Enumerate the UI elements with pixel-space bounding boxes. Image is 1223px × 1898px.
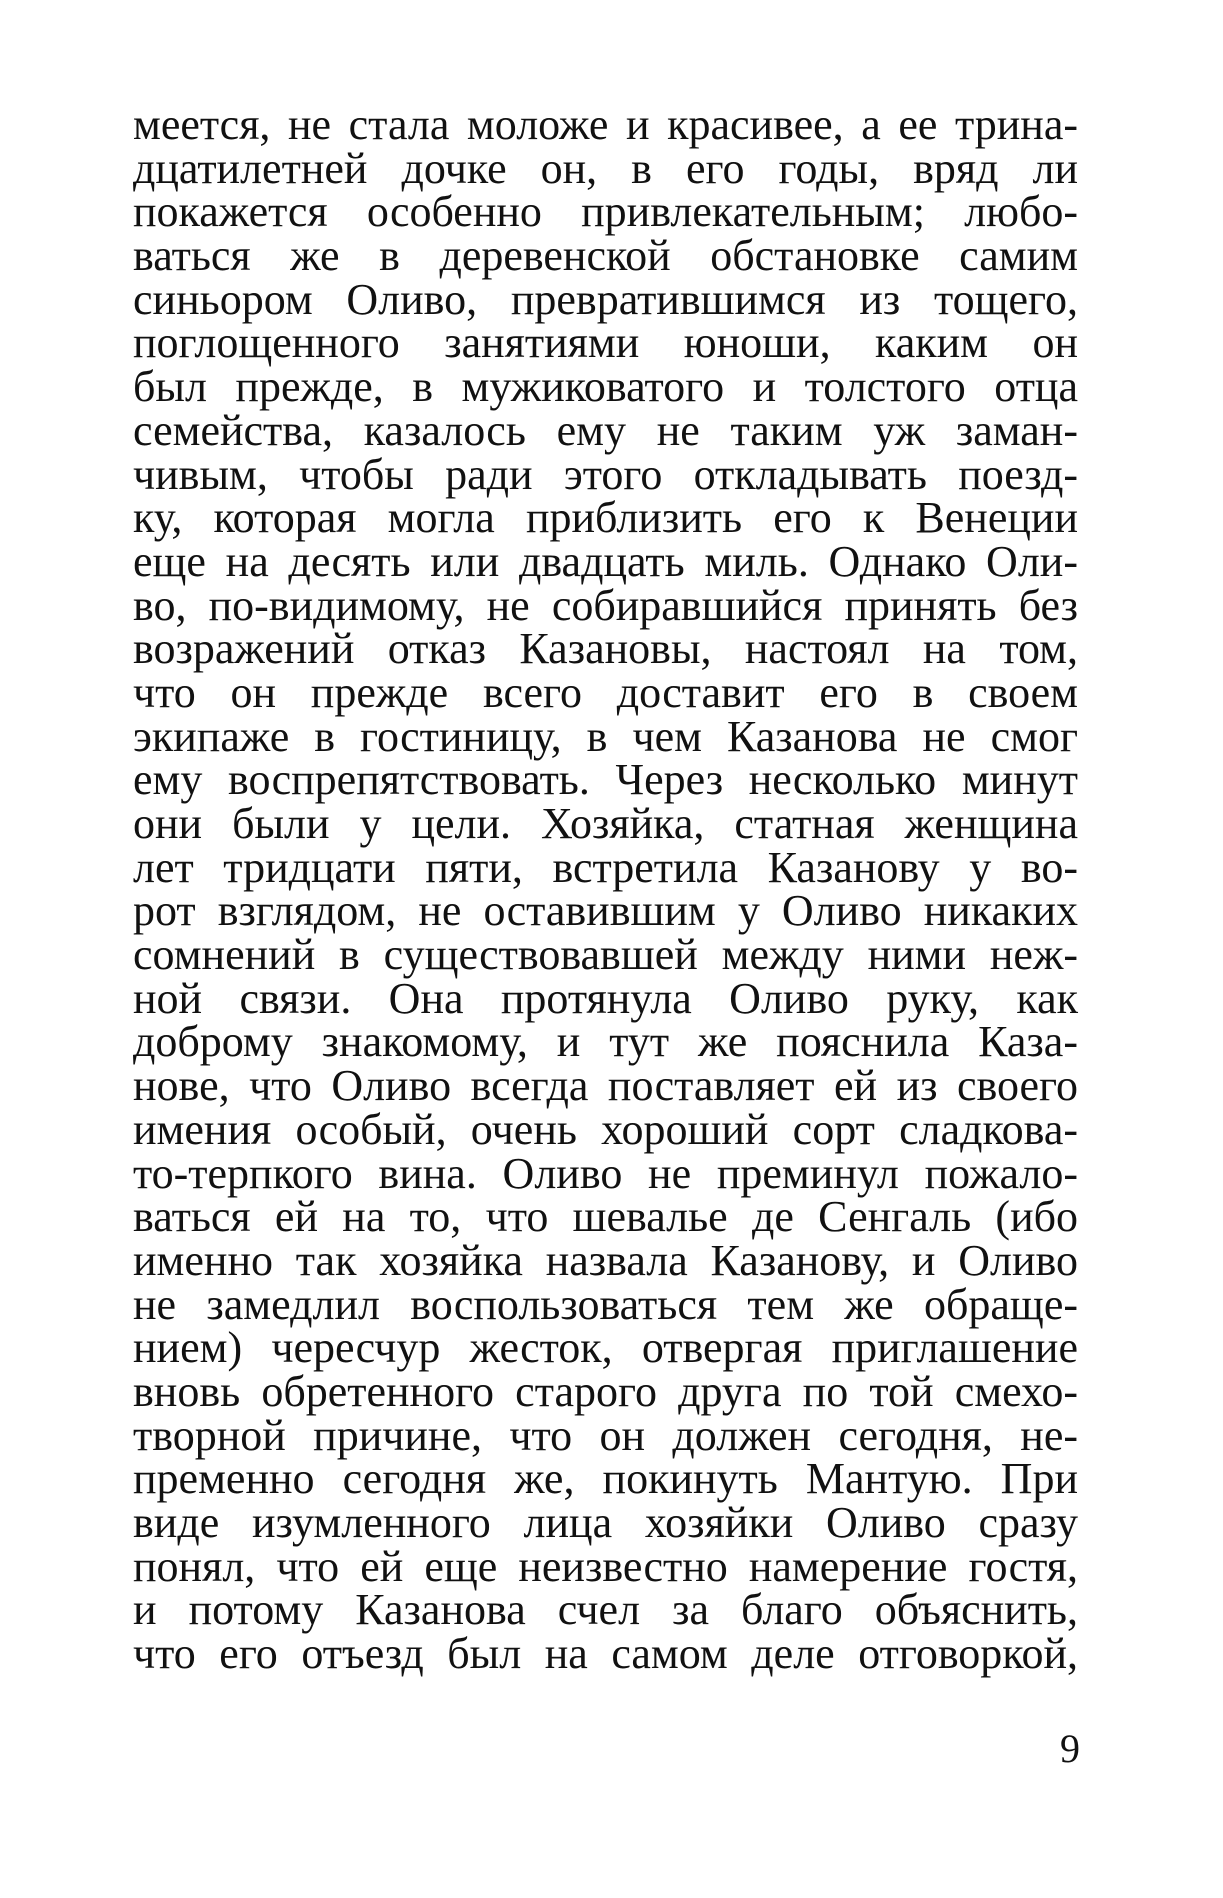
text-line: рот взглядом, не оставившим у Оливо никаких [133,886,1078,936]
text-line: чивым, чтобы ради этого откладывать поезд- [133,449,1078,499]
text-line: ваться же в деревенской обстановке самим [133,231,1078,281]
text-line: не замедлил воспользоваться тем же обраще- [133,1279,1078,1329]
page-number: 9 [1060,1726,1080,1771]
text-line: то-терпкого вина. Оливо не преминул пожало- [133,1148,1078,1198]
text-line: вновь обретенного старого друга по той смехо- [133,1366,1078,1416]
text-line: нове, что Оливо всегда поставляет ей из своего [133,1061,1078,1111]
text-line: понял, что ей еще неизвестно намерение гостя, [133,1541,1078,1591]
text-line: лет тридцати пяти, встретила Казанову у во- [133,842,1078,892]
text-line: ваться ей на то, что шевалье де Сенгаль (ибо [133,1192,1078,1242]
text-line: сомнений в существовавшей между ними неж- [133,930,1078,980]
text-line: синьором Оливо, превратившимся из тощего, [133,274,1078,324]
text-line: творной причине, что он должен сегодня, не- [133,1410,1078,1460]
text-line: ку, которая могла приблизить его к Венеции [133,493,1078,543]
text-line: покажется особенно привлекательным; любо- [133,187,1078,237]
text-line: меется, не стала моложе и красивее, а ее трина- [133,100,1078,149]
text-line: нием) чересчур жесток, отвергая приглашение [133,1323,1078,1373]
text-line: что его отъезд был на самом деле отговоркой, [133,1629,1078,1679]
text-line: они были у цели. Хозяйка, статная женщина [133,799,1078,848]
text-line: пременно сегодня же, покинуть Мантую. При [133,1454,1078,1504]
text-line: виде изумленного лица хозяйки Оливо сразу [133,1498,1078,1547]
text-line: ему воспрепятствовать. Через несколько минут [133,755,1078,805]
text-line: экипаже в гостиницу, в чем Казанова не смог [133,711,1078,761]
text-line: семейства, казалось ему не таким уж заман- [133,405,1078,455]
text-line: и потому Казанова счел за благо объяснить, [133,1585,1078,1635]
text-line: во, по-видимому, не собиравшийся принять без [133,580,1078,630]
body-text [133,100,1078,1679]
text-line: ной связи. Она протянула Оливо руку, как [133,973,1078,1023]
text-line: что он прежде всего доставит его в своем [133,667,1078,717]
text-line: имения особый, очень хороший сорт сладкова- [133,1104,1078,1154]
text-line: именно так хозяйка назвала Казанову, и Оливо [133,1235,1078,1285]
text-line: дцатилетней дочке он, в его годы, вряд ли [133,143,1078,193]
text-line: поглощенного занятиями юноши, каким он [133,318,1078,368]
text-line: еще на десять или двадцать миль. Однако Оли- [133,536,1078,586]
text-line: был прежде, в мужиковатого и толстого отца [133,362,1078,412]
text-line: доброму знакомому, и тут же пояснила Каза- [133,1017,1078,1067]
text-line: возражений отказ Казановы, настоял на том, [133,624,1078,674]
